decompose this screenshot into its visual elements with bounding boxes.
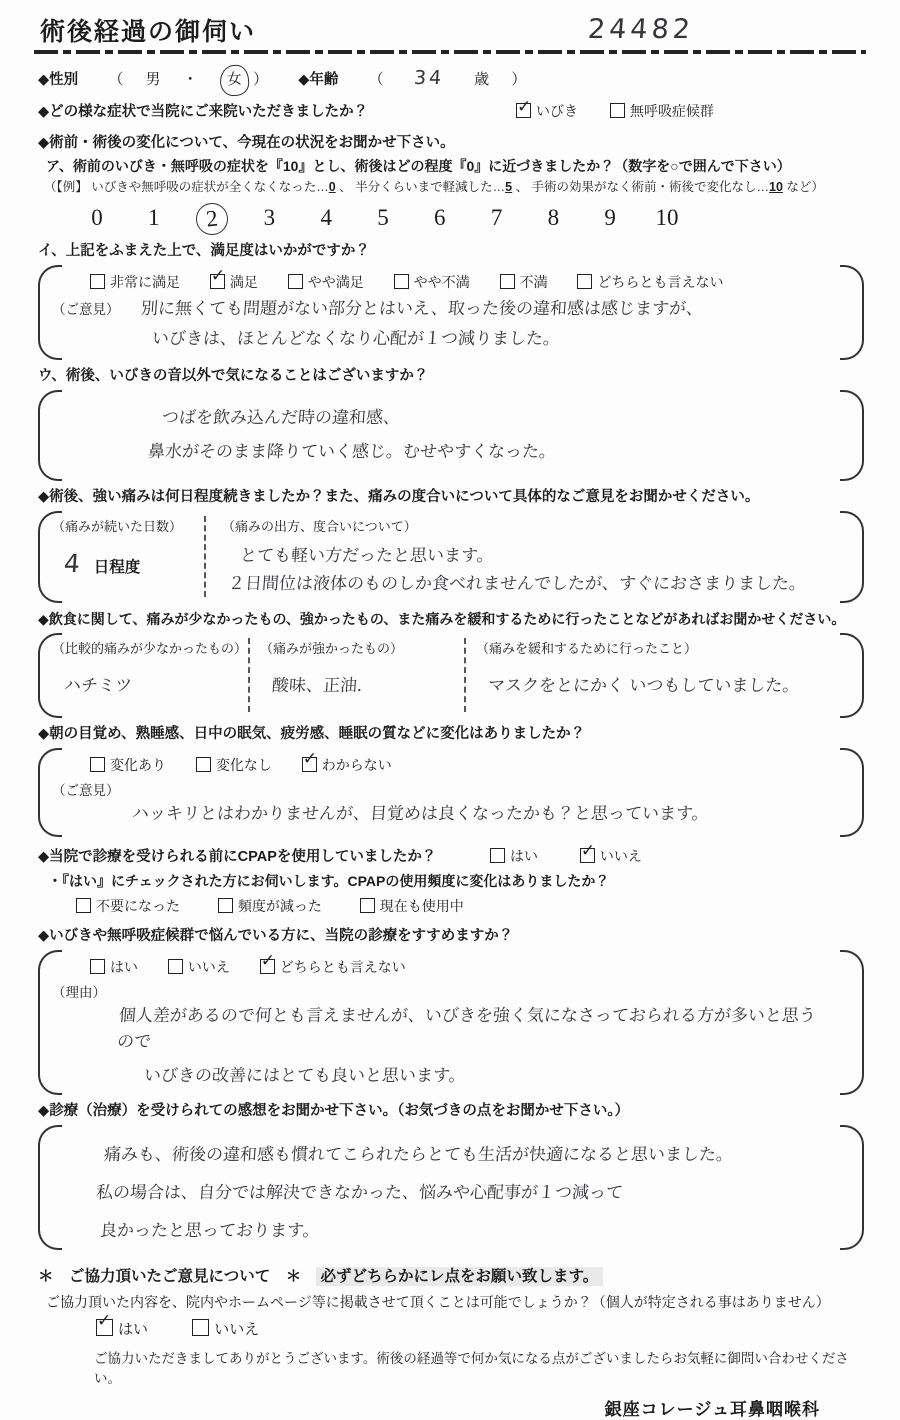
satisfaction-options (90, 272, 828, 292)
pain-detail-column (204, 516, 828, 597)
checkbox-icon (302, 757, 317, 772)
handwritten-comment: 良かったと思っております。 (99, 1221, 321, 1241)
checkbox-option-hindo-hetta[interactable] (218, 896, 322, 916)
checkbox-icon (192, 1319, 209, 1336)
rating-scale (82, 203, 682, 235)
handwritten-comment: ２日間位は液体のものしか食べれませんでしたが、すぐにおさまりました。 (227, 574, 807, 594)
option-label: はい (510, 848, 538, 864)
checkbox-option-henka-ari[interactable] (90, 755, 166, 775)
gender-option-female-circled[interactable]: 女 (219, 64, 250, 97)
checkbox-option-mukokyu[interactable] (610, 99, 714, 123)
handwritten-comment: とても軽い方だったと思います。 (239, 546, 495, 566)
checkbox-option-yaya-manzoku[interactable] (288, 272, 364, 292)
eating-col3-label: （痛みを緩和するために行ったこと） (476, 641, 698, 656)
symptom-question: ◆どの様な症状で当院にご来院いただきましたか？ (38, 104, 369, 120)
checkbox-option-rec-dochira[interactable] (260, 957, 406, 977)
scale-number-2-circled[interactable]: 2 (194, 201, 229, 236)
handwritten-comment: 酸味、正油． (271, 676, 375, 696)
handwritten-comment: 鼻水がそのまま降りていく感じ。むせやすくなった。 (147, 442, 557, 462)
example-text: 、 半分くらいまで軽減した… (335, 180, 506, 194)
checkbox-option-fuman[interactable] (500, 272, 548, 292)
handwritten-comment: 個人差があるので何とも言えませんが、いびきを強く気になさっておられる方が多いと思うので (116, 1006, 817, 1052)
handwritten-id-scribble: 24482 (586, 14, 695, 45)
satisfaction-opinion (52, 296, 828, 322)
symptom-row (38, 99, 866, 123)
handwritten-comment: 私の場合は、自分では解決できなかった、悩みや心配事が１つ減って (95, 1183, 624, 1203)
eating-heading: ◆飲食に関して、痛みが少なかったもの、強かったもの、また痛みを緩和するために行ったことなどがあればお聞かせください。 (38, 611, 846, 627)
checkbox-option-cpap-iie[interactable] (580, 845, 642, 868)
handwritten-comment: いびきの改善にはとても良いと思います。 (143, 1066, 467, 1086)
checkbox-icon (360, 898, 375, 913)
title-divider (34, 50, 866, 54)
clinic-name: 銀座コレージュ耳鼻咽喉科 (604, 1400, 820, 1419)
footer-note-emphasis: 必ずどちらかにレ点をお願い致します。 (316, 1267, 604, 1286)
sleep-answer-box (38, 748, 864, 837)
concerns-heading: ウ、術後、いびきの音以外で気になることはございますか？ (38, 368, 429, 384)
scale-number-1[interactable]: 1 (148, 205, 160, 230)
publish-question: ご協力頂いた内容を、院内やホームページ等に掲載させて頂くことは可能でしょうか？（個人が特定される事はありません） (46, 1294, 830, 1310)
thanks-message: ご協力いただきましてありがとうございます。術後の経過等で何か気になる点がございましたらお気軽に御問い合わせください。 (94, 1351, 849, 1386)
option-label: いいえ (599, 848, 642, 864)
option-label: どちらとも言えない (279, 959, 406, 975)
eating-col1-label: （比較的痛みが少なかったもの） (52, 641, 248, 656)
option-label: はい (110, 959, 138, 975)
cpap-question-row (38, 845, 866, 868)
age-unit: 歳 (474, 71, 490, 88)
checkbox-option-henka-nashi[interactable] (196, 755, 272, 775)
option-label: 現在も使用中 (379, 898, 464, 914)
gender-label: ◆性別 (38, 72, 79, 88)
pain-days-label: （痛みが続いた日数） (52, 519, 183, 534)
pain-days-answer (64, 549, 204, 578)
checkbox-icon (168, 959, 183, 974)
gender-separator-dot: ・ (182, 71, 198, 88)
checkbox-icon (76, 898, 91, 913)
handwritten-comment: ハチミツ (63, 676, 133, 696)
option-label: いびき (536, 103, 578, 119)
eating-col-less-pain (52, 638, 248, 712)
change-example-line (44, 178, 866, 197)
gender-option-male[interactable]: 男 (145, 71, 161, 88)
profile-row (38, 64, 866, 92)
option-label: いいえ (214, 1321, 260, 1338)
scale-number-10[interactable]: 10 (655, 205, 679, 230)
satisfaction-answer-box (38, 265, 864, 360)
option-label: 不満 (519, 274, 548, 290)
checkbox-icon (90, 274, 105, 289)
example-text: 、 手術の効果がなく術前・術後で変化なし… (512, 180, 770, 194)
cpap-q2-options (76, 896, 866, 916)
change-section-heading: ◆術前・術後の変化について、今現在の状況をお聞かせ下さい。 (38, 135, 455, 151)
checkbox-icon (218, 898, 233, 913)
recommend-heading: ◆いびきや無呼吸症候群で悩んでいる方に、当院の診療をすすめますか？ (38, 928, 514, 944)
option-label: どちらとも言えない (597, 274, 724, 290)
option-label: 頻度が減った (237, 898, 322, 914)
checkbox-icon (516, 103, 531, 118)
checkbox-option-manzoku[interactable] (210, 272, 258, 292)
scale-number-3[interactable]: 3 (263, 205, 276, 230)
gender-paren-open: （ (108, 71, 124, 88)
checkbox-icon (210, 274, 225, 289)
checkbox-option-genzai-shiyochu[interactable] (360, 896, 464, 916)
checkbox-icon (96, 1319, 113, 1336)
eating-col-strong-pain (248, 638, 464, 712)
checkbox-option-hijoni-manzoku[interactable] (90, 272, 180, 292)
checkbox-icon (580, 848, 595, 863)
example-text: （【例】 いびきや無呼吸の症状が全くなくなった… (44, 180, 329, 194)
checkbox-option-cpap-hai[interactable] (490, 845, 538, 868)
checkbox-icon (490, 848, 505, 863)
age-label: ◆年齢 (298, 72, 339, 88)
concerns-answer-box (38, 390, 864, 481)
checkbox-icon (90, 959, 105, 974)
checkbox-icon (90, 757, 105, 772)
checkbox-option-ibiki[interactable] (516, 99, 578, 123)
age-paren-open: （ (368, 71, 384, 88)
cpap-q1-options (490, 845, 680, 868)
sleep-heading: ◆朝の目覚め、熟睡感、日中の眠気、疲労感、睡眠の質などに変化はありましたか？ (38, 726, 586, 742)
page-title: 術後経過の御伺い (40, 18, 257, 46)
pain-columns (52, 516, 828, 597)
eating-col-relief (464, 638, 828, 712)
impression-heading: ◆診療（治療）を受けられての感想をお聞かせ下さい。（お気づきの点をお聞かせ下さい。） (38, 1103, 630, 1119)
handwritten-comment: ハッキリとはわかりませんが、目覚めは良くなったかも？と思っています。 (131, 804, 710, 824)
footer-note-prefix: ＊ ご協力頂いたご意見について ＊ (38, 1268, 302, 1285)
footer-note (38, 1264, 866, 1286)
age-paren-close: ） (511, 71, 527, 88)
example-value-5: 5 (505, 180, 513, 194)
checkbox-option-publish-hai[interactable] (96, 1318, 148, 1339)
handwritten-comment: 痛みも、術後の違和感も慣れてこられたらとても生活が快適になると思いました。 (103, 1145, 734, 1165)
eating-col2-label: （痛みが強かったもの） (260, 641, 404, 656)
checkbox-option-dochira[interactable] (577, 272, 723, 292)
publish-options (96, 1318, 866, 1339)
cpap-question-2: ・『はい』にチェックされた方にお伺いします。CPAPの使用頻度に変化はありましたか？ (48, 873, 610, 889)
checkbox-icon (260, 959, 275, 974)
checkbox-option-yaya-fuman[interactable] (394, 272, 470, 292)
option-label: 変化なし (215, 757, 272, 773)
pain-days-value-handwritten: 4 (62, 549, 81, 578)
age-value-handwritten[interactable]: 34 (413, 67, 445, 89)
option-label: はい (118, 1321, 149, 1338)
checkbox-option-wakaranai[interactable] (302, 755, 392, 775)
option-label: やや満足 (307, 274, 364, 290)
reason-label: （理由） (52, 985, 106, 1000)
checkbox-option-fuyo[interactable] (76, 896, 180, 916)
checkbox-icon (610, 103, 625, 118)
example-text: など） (782, 180, 824, 194)
scale-number-9[interactable]: 9 (604, 205, 616, 230)
pain-days-column (52, 516, 204, 597)
cpap-question-1: ◆当院で診療を受けられる前にCPAPを使用していましたか？ (38, 849, 437, 865)
scale-number-0[interactable]: 0 (91, 205, 103, 230)
checkbox-icon (394, 274, 409, 289)
scale-number-7[interactable]: 7 (490, 205, 503, 230)
opinion-label: （ご意見） (52, 302, 120, 317)
recommend-answer-box (38, 950, 864, 1095)
scale-number-4[interactable]: 4 (320, 205, 332, 230)
recommend-options (90, 957, 828, 977)
gender-paren-close: ） (253, 71, 269, 88)
pain-detail-label: （痛みの出方、度合いについて） (222, 519, 417, 534)
checkbox-icon (288, 274, 303, 289)
example-value-10: 10 (769, 180, 783, 194)
checkbox-option-rec-iie[interactable] (168, 957, 230, 977)
opinion-label: （ご意見） (52, 783, 120, 798)
option-label: 変化あり (110, 757, 166, 773)
checkbox-icon (500, 274, 515, 289)
option-label: わからない (321, 757, 392, 773)
checkbox-option-rec-hai[interactable] (90, 957, 138, 977)
symptom-options (516, 99, 742, 123)
handwritten-comment: つばを飲み込んだ時の違和感、 (161, 408, 401, 428)
checkbox-icon (577, 274, 592, 289)
checkbox-option-publish-iie[interactable] (192, 1318, 259, 1339)
example-value-0: 0 (328, 180, 336, 194)
option-label: 非常に満足 (110, 274, 180, 290)
satisfaction-heading: イ、上記をふまえた上で、満足度はいかがですか？ (38, 243, 370, 259)
handwritten-comment: いびきは、ほとんどなくなり心配が１つ減りました。 (151, 329, 561, 349)
pain-heading: ◆術後、強い痛みは何日程度続きましたか？また、痛みの度合いについて具体的なご意見をお聞かせください。 (38, 489, 760, 505)
eating-columns (52, 638, 828, 712)
option-label: 不要になった (96, 898, 180, 914)
handwritten-comment: 別に無くても問題がない部分とはいえ、取った後の違和感は感じますが、 (140, 299, 705, 319)
option-label: いいえ (187, 959, 230, 975)
checkbox-icon (196, 757, 211, 772)
option-label: やや不満 (413, 274, 470, 290)
sleep-options (90, 755, 828, 775)
eating-answer-box (38, 633, 864, 718)
scale-number-6[interactable]: 6 (434, 205, 446, 230)
change-question-a: ア、術前のいびき・無呼吸の症状を『10』とし、術後はどの程度『0』に近づきましたか？（数字を○で囲んで下さい） (46, 158, 791, 174)
scale-number-5[interactable]: 5 (377, 205, 389, 230)
pain-days-unit: 日程度 (93, 559, 141, 576)
option-label: 無呼吸症候群 (629, 103, 714, 119)
handwritten-comment: マスクをとにかく いつもしていました。 (487, 676, 801, 696)
option-label: 満足 (229, 274, 258, 290)
pain-answer-box (38, 511, 864, 603)
scale-number-8[interactable]: 8 (547, 205, 560, 230)
impression-answer-box (38, 1125, 864, 1250)
